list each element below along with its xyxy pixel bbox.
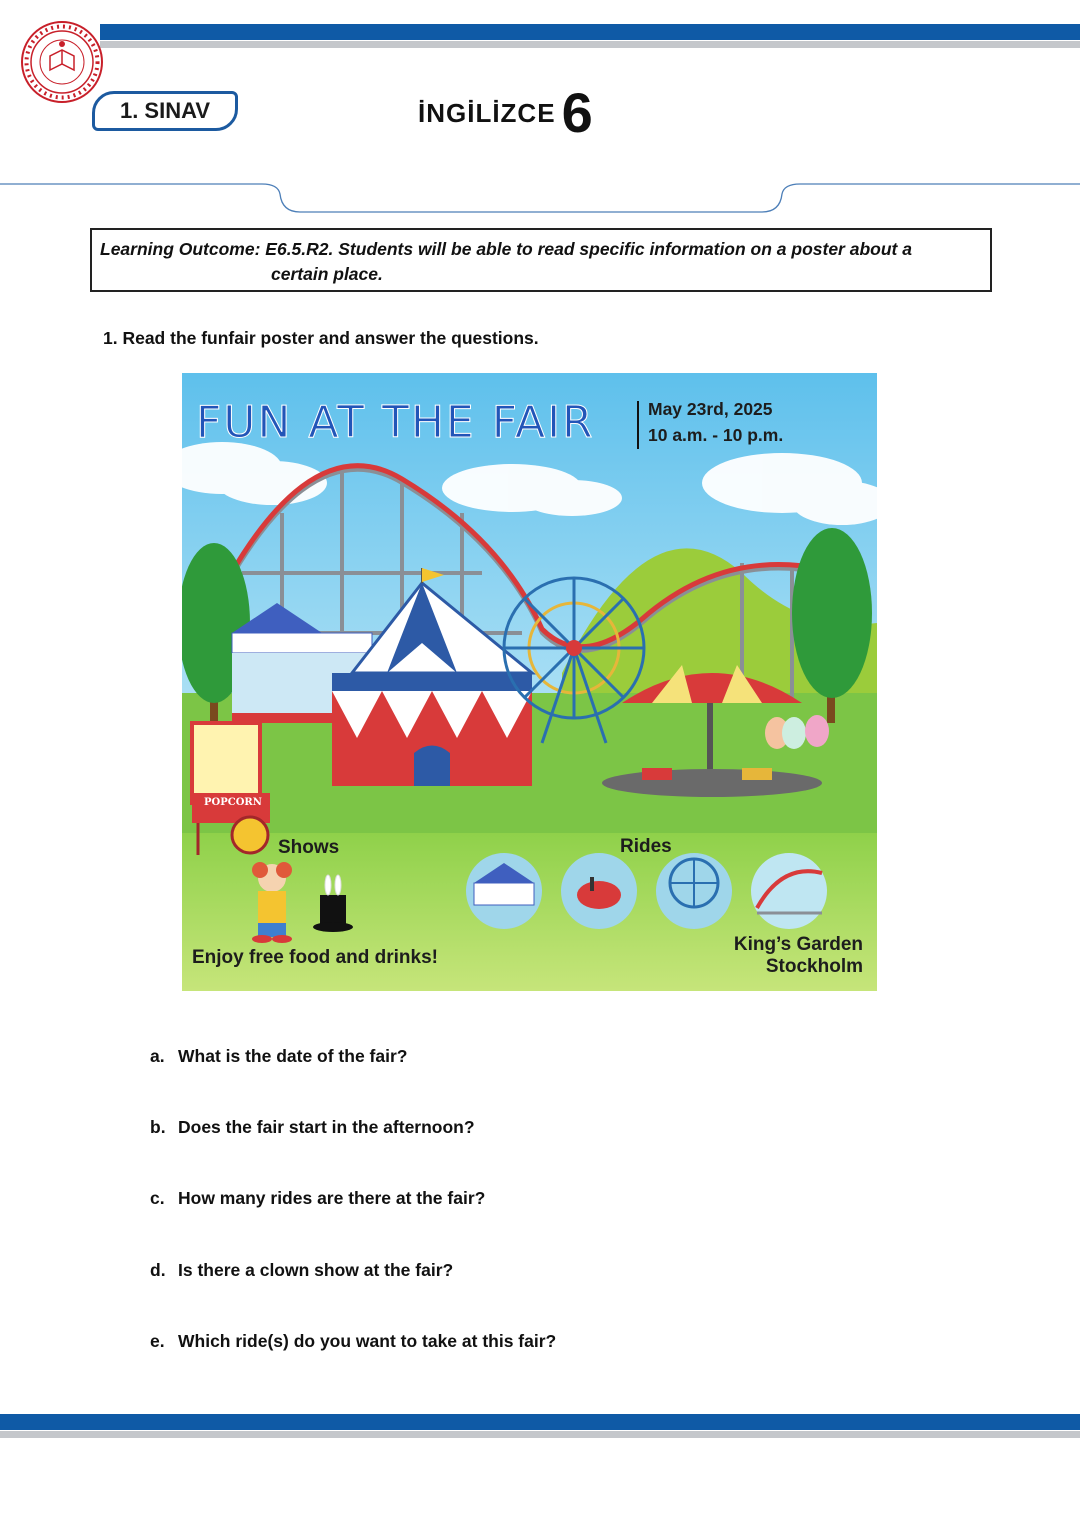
header-bar-blue [100, 24, 1080, 40]
question-item [150, 1046, 407, 1067]
question-title: 1. Read the funfair poster and answer the questions. [103, 328, 539, 348]
question-label: d. [150, 1260, 166, 1280]
question-text: Which ride(s) do you want to take at this fair? [178, 1331, 557, 1351]
ferris-wheel-icon [656, 853, 732, 929]
question-item [150, 1331, 556, 1352]
poster-illustration [182, 373, 877, 991]
footer-bar-blue [0, 1414, 1080, 1430]
header-divider [0, 178, 1080, 218]
place-line2: Stockholm [765, 956, 863, 977]
grade-number: 6 [561, 81, 593, 144]
rides-label: Rides [620, 836, 672, 857]
question-label: c. [150, 1188, 165, 1208]
subject-name: İNGİLİZCE [418, 97, 556, 128]
roller-coaster-icon [751, 853, 827, 929]
header-bar-grey [100, 41, 1080, 48]
exam-number-badge [92, 91, 238, 131]
poster-time: 10 a.m. - 10 p.m. [648, 425, 784, 445]
learning-outcome-box [90, 228, 992, 292]
question-label: a. [150, 1046, 165, 1066]
question-label: b. [150, 1117, 166, 1137]
funfair-poster [182, 373, 877, 991]
shows-label: Shows [278, 837, 340, 858]
question-item [150, 1117, 475, 1138]
question-text: What is the date of the fair? [178, 1046, 408, 1066]
learning-outcome-line2: certain place. [271, 264, 383, 284]
exam-label: 1. SINAV [119, 98, 211, 123]
footer-bar-grey [0, 1431, 1080, 1438]
question-item [150, 1188, 485, 1209]
clown-icon [252, 862, 292, 943]
poster-title: FUN AT THE FAIR [196, 397, 595, 448]
place-line1: King’s Garden [733, 934, 863, 955]
food-text: Enjoy free food and drinks! [192, 947, 438, 968]
question-text: Does the fair start in the afternoon? [178, 1117, 475, 1137]
popcorn-sign: POPCORN [204, 797, 262, 808]
question-item [150, 1260, 453, 1281]
poster-date: May 23rd, 2025 [648, 399, 773, 419]
question-text: How many rides are there at the fair? [178, 1188, 486, 1208]
question-label: e. [150, 1331, 165, 1351]
carousel-icon [466, 853, 542, 929]
ministry-seal-logo [20, 20, 104, 104]
subject-heading [418, 81, 593, 144]
question-text: Is there a clown show at the fair? [178, 1260, 454, 1280]
learning-outcome-line1: Learning Outcome: E6.5.R2. Students will be able to read specific information on a poster about a [100, 239, 912, 259]
bumper-car-icon [561, 853, 637, 929]
